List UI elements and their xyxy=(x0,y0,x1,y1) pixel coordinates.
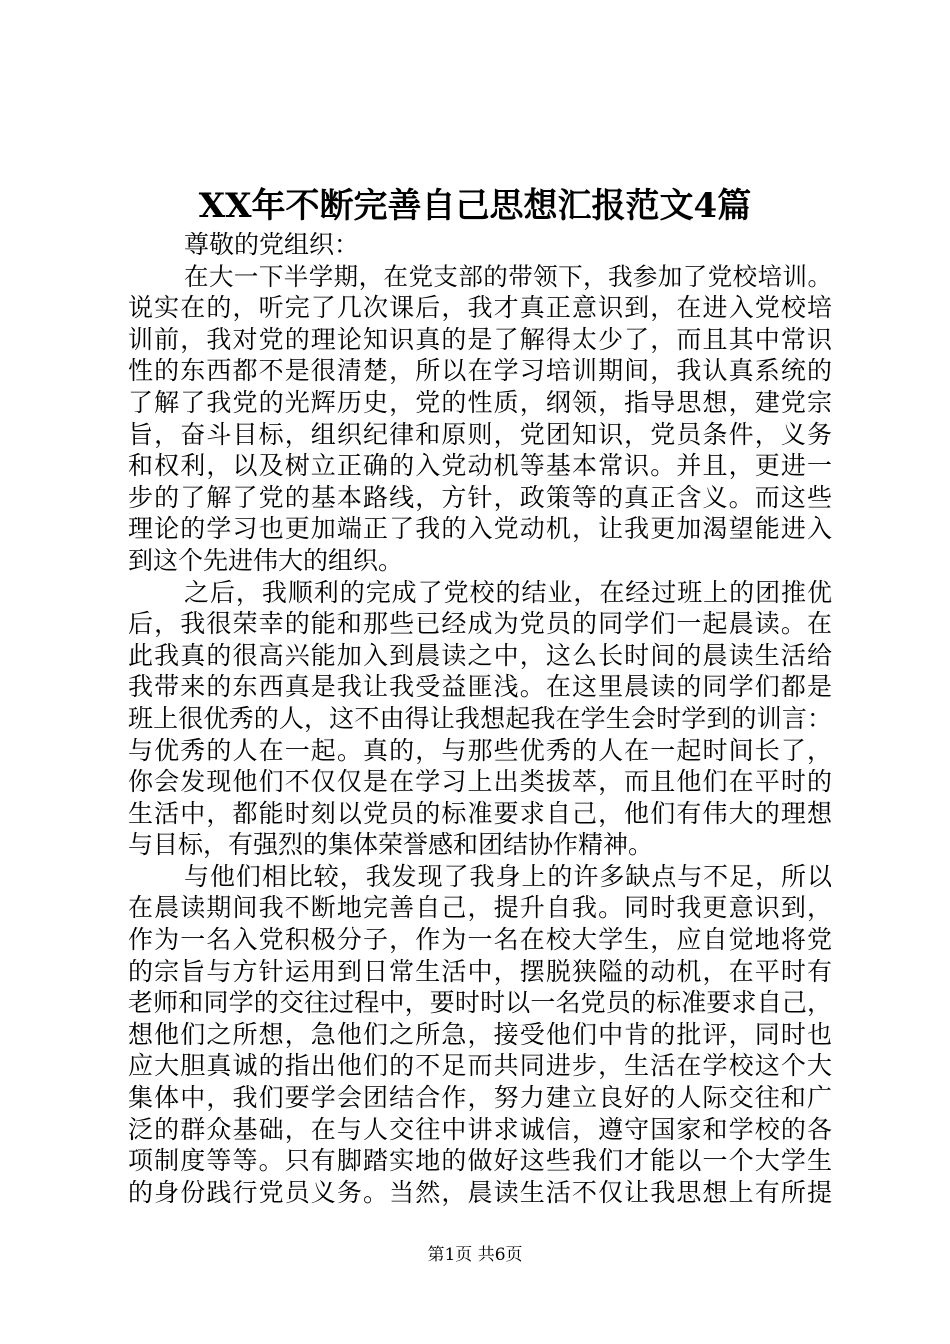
body-line: 后，我很荣幸的能和那些已经成为党员的同学们一起晨读。在 xyxy=(128,609,832,639)
body-line: 的宗旨与方针运用到日常生活中，摆脱狭隘的动机，在平时有 xyxy=(128,956,832,986)
document-title: XX年不断完善自己思想汇报范文4篇 xyxy=(198,186,752,226)
body-line: 与优秀的人在一起。真的，与那些优秀的人在一起时间长了， xyxy=(128,735,832,765)
body-line: 在大一下半学期，在党支部的带领下，我参加了党校培训。 xyxy=(184,261,832,291)
body-line: 在晨读期间我不断地完善自己，提升自我。同时我更意识到， xyxy=(128,893,832,923)
body-line: 性的东西都不是很清楚，所以在学习培训期间，我认真系统的 xyxy=(128,356,832,386)
body-line: 与目标，有强烈的集体荣誉感和团结协作精神。 xyxy=(128,830,654,860)
body-line: 泛的群众基础，在与人交往中讲求诚信，遵守国家和学校的各 xyxy=(128,1114,832,1144)
body-line: 旨，奋斗目标，组织纪律和原则，党团知识，党员条件，义务 xyxy=(128,419,832,449)
body-line: 尊敬的党组织： xyxy=(184,230,360,259)
body-line: 之后，我顺利的完成了党校的结业，在经过班上的团推优 xyxy=(184,577,832,607)
body-line: 到这个先进伟大的组织。 xyxy=(128,545,404,575)
body-line: 和权利，以及树立正确的入党动机等基本常识。并且，更进一 xyxy=(128,451,832,481)
body-line: 训前，我对党的理论知识真的是了解得太少了，而且其中常识 xyxy=(128,324,832,354)
body-line: 的身份践行党员义务。当然，晨读生活不仅让我思想上有所提 xyxy=(128,1177,832,1207)
body-line: 想他们之所想，急他们之所急，接受他们中肯的批评，同时也 xyxy=(128,1019,832,1049)
body-line: 生活中，都能时刻以党员的标准要求自己，他们有伟大的理想 xyxy=(128,798,832,828)
body-line: 集体中，我们要学会团结合作，努力建立良好的人际交往和广 xyxy=(128,1083,832,1113)
body-line: 应大胆真诚的指出他们的不足而共同进步，生活在学校这个大 xyxy=(128,1051,832,1081)
body-line: 班上很优秀的人，这不由得让我想起我在学生会时学到的训言： xyxy=(128,703,832,733)
body-line: 与他们相比较，我发现了我身上的许多缺点与不足，所以 xyxy=(184,861,832,891)
body-line: 此我真的很高兴能加入到晨读之中，这么长时间的晨读生活给 xyxy=(128,640,832,670)
body-line: 理论的学习也更加端正了我的入党动机，让我更加渴望能进入 xyxy=(128,514,832,544)
body-line: 步的了解了党的基本路线，方针，政策等的真正含义。而这些 xyxy=(128,482,832,512)
document-body xyxy=(128,229,832,1208)
body-line: 项制度等等。只有脚踏实地的做好这些我们才能以一个大学生 xyxy=(128,1146,832,1176)
body-line: 作为一名入党积极分子，作为一名在校大学生，应自觉地将党 xyxy=(128,925,832,955)
body-line: 老师和同学的交往过程中，要时时以一名党员的标准要求自己， xyxy=(128,988,832,1018)
body-line: 了解了我党的光辉历史，党的性质，纲领，指导思想，建党宗 xyxy=(128,387,832,417)
body-line: 我带来的东西真是我让我受益匪浅。在这里晨读的同学们都是 xyxy=(128,672,832,702)
body-line: 你会发现他们不仅仅是在学习上出类拔萃，而且他们在平时的 xyxy=(128,767,832,797)
page-footer: 第1页 共6页 xyxy=(427,1245,523,1265)
body-line: 说实在的，听完了几次课后，我才真正意识到，在进入党校培 xyxy=(128,293,832,323)
